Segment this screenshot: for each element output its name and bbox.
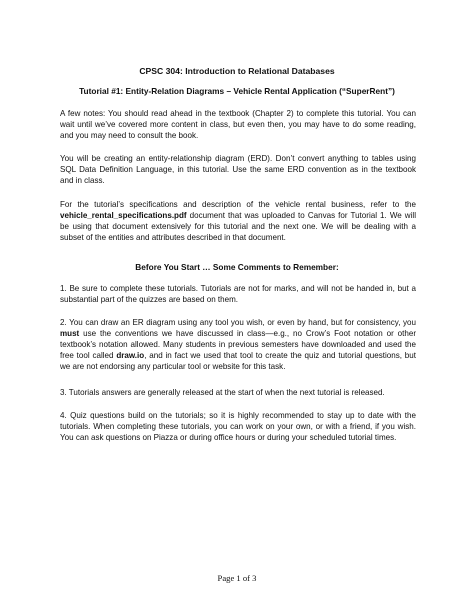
page-number: Page 1 of 3: [217, 573, 257, 583]
comment-item-2: [60, 317, 416, 372]
spec-text-post: document that was uploaded to Canvas for Tutorial 1. We will be using that document extensively for this tutorial and the next one. We will be dealing with a subset of the entities and attributes described in that document.: [60, 211, 416, 243]
comment-item-2-post: , and in fact we used that tool to create the quiz and tutorial questions, but we are not endorsing any particular tool or website for this task.: [60, 351, 416, 372]
section-heading: Before You Start … Some Comments to Remember:: [135, 262, 339, 272]
comment-item-3: [60, 387, 416, 398]
comment-item-4: [60, 410, 416, 443]
comment-item-2-pre: 2. You can draw an ER diagram using any tool you wish, or even by hand, but for consistency, you: [60, 318, 416, 327]
notes-paragraph: [60, 108, 416, 141]
notes-text: A few notes: You should read ahead in the textbook (Chapter 2) to complete this tutorial. You can wait until we’ve covered more content in class, but even then, you may have to do some reading, and you may need to consult the book.: [60, 109, 416, 141]
comment-item-4-text: 4. Quiz questions build on the tutorials; so it is highly recommended to stay up to date with the tutorials. When completing these tutorials, you can work on your own, or with a friend, if you wish. You can ask questions on Piazza or during office hours or during your scheduled tutorial times.: [60, 411, 416, 443]
erd-text: You will be creating an entity-relationship diagram (ERD). Don’t convert anything to tables using SQL Data Definition Language, in this tutorial. Use the same ERD convention as in the textbook and in class.: [60, 154, 416, 186]
must-emphasis: must: [60, 329, 80, 339]
tool-name: draw.io: [116, 351, 145, 361]
spec-filename: vehicle_rental_specifications.pdf: [60, 211, 187, 221]
specifications-paragraph: [60, 199, 416, 243]
document-title: CPSC 304: Introduction to Relational Databases: [139, 66, 335, 76]
comment-item-1-text: 1. Be sure to complete these tutorials. Tutorials are not for marks, and will not be handed in, but a substantial part of the quizzes are based on them.: [60, 284, 416, 305]
document-subtitle: Tutorial #1: Entity-Relation Diagrams – Vehicle Rental Application (“SuperRent”): [79, 86, 395, 96]
spec-text-pre: For the tutorial’s specifications and description of the vehicle rental business, refer to the: [60, 200, 416, 209]
erd-paragraph: [60, 153, 416, 186]
comment-item-2-mid: use the conventions we have discussed in class—e.g., no Crow’s Foot notation or other textbook’s notation allowed. Many students in previous semesters have downloaded and used the free tool called: [60, 329, 416, 361]
comment-item-3-text: 3. Tutorials answers are generally released at the start of when the next tutorial is released.: [60, 388, 385, 397]
comment-item-1: [60, 283, 416, 305]
